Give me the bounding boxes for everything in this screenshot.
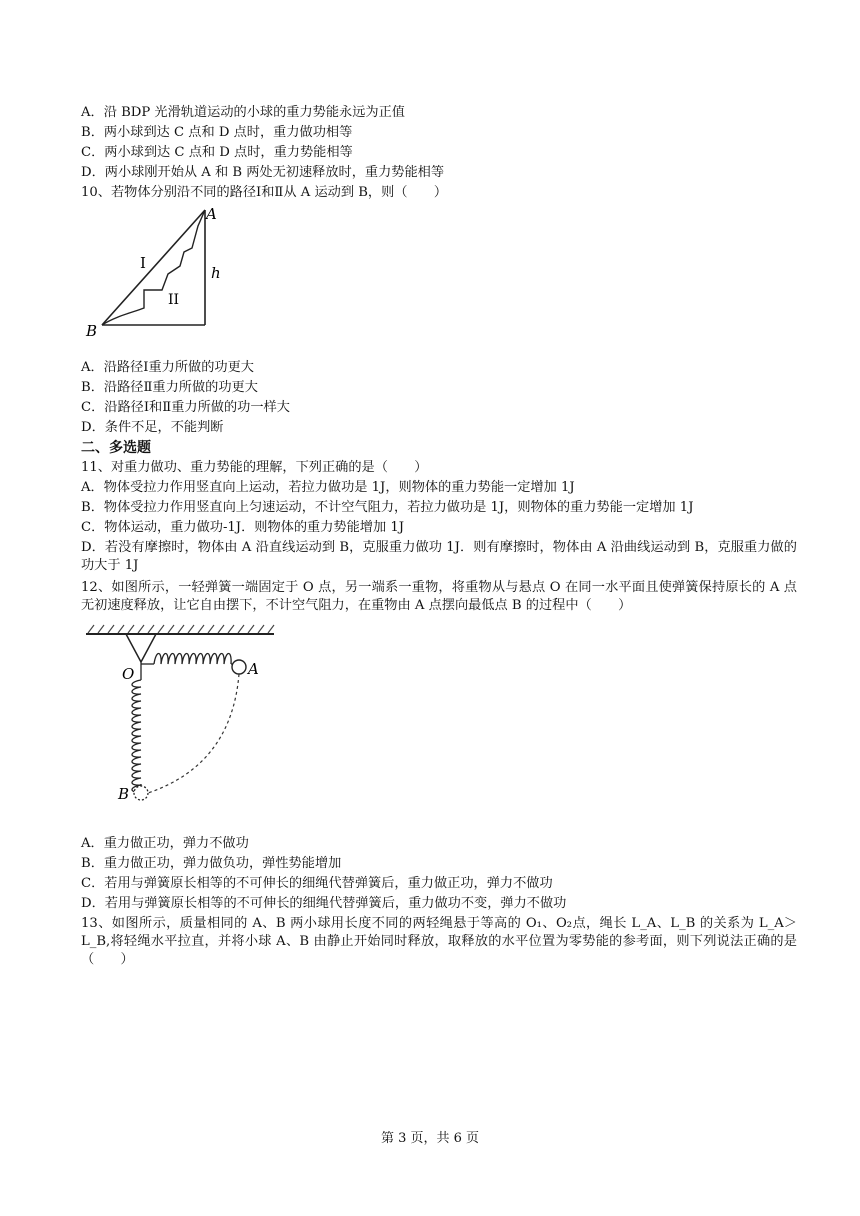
q10-stem: 10、若物体分别沿不同的路径Ⅰ和Ⅱ从 A 运动到 B，则（ ） <box>81 185 448 200</box>
trajectory-arc <box>148 674 239 793</box>
q10-option-c: C．沿路径Ⅰ和Ⅱ重力所做的功一样大 <box>81 400 290 415</box>
q11-option-d: D．若没有摩擦时，物体由 A 沿直线运动到 B，克服重力做功 1J．则有摩擦时，物体由 A 沿曲线运动到 B，克服重力做的功大于 1J <box>81 540 797 573</box>
mass-a <box>232 660 246 674</box>
q12-stem: 12、如图所示，一轻弹簧一端固定于 O 点，另一端系一重物，将重物从与悬点 O 在同一水平面且使弹簧保持原长的 A 点无初速度释放，让它自由摆下，不计空气阻力，在重物由 A 点摆向最低点 B 的过程中（ ） <box>81 580 797 613</box>
label-a: A <box>248 660 259 678</box>
vertical-spring <box>132 680 141 792</box>
label-o: O <box>122 665 135 683</box>
horizontal-spring <box>154 654 231 665</box>
q12-option-d: D．若用与弹簧原长相等的不可伸长的细绳代替弹簧后，重力做功不变，弹力不做功 <box>81 896 567 911</box>
q10-option-a: A．沿路径Ⅰ重力所做的功更大 <box>81 360 254 375</box>
q9-option-d: D．两小球刚开始从 A 和 B 两处无初速释放时，重力势能相等 <box>81 165 445 180</box>
label-a: A <box>206 205 217 223</box>
q11-option-b: B．物体受拉力作用竖直向上匀速运动，不计空气阻力，若拉力做功是 1J，则物体的重力势能一定增加 1J <box>81 500 694 515</box>
path-i-line <box>102 210 205 325</box>
mass-b <box>134 786 148 800</box>
page-footer: 第 3 页，共 6 页 <box>380 1131 480 1146</box>
q10-figure <box>84 200 224 342</box>
q12-option-b: B．重力做正功，弹力做负功，弹性势能增加 <box>81 856 342 871</box>
q12-option-a: A．重力做正功，弹力不做功 <box>81 836 249 851</box>
label-h: h <box>211 264 221 282</box>
label-b: B <box>118 785 130 803</box>
q12-figure <box>84 624 284 808</box>
q13-stem: 13、如图所示，质量相同的 A、B 两小球用长度不同的两轻绳悬于等高的 O₁、O₂点，绳长 L_A、L_B 的关系为 L_A＞L_B,将轻绳水平拉直，并将小球 A、B 由静止开始同时释放，取释放的水平位置为零势能的参考面，则下列说法正确的是（ ） <box>81 916 797 967</box>
ceiling-hatching <box>88 625 274 633</box>
q11-option-c: C．物体运动，重力做功-1J．则物体的重力势能增加 1J <box>81 520 405 535</box>
label-path-i: I <box>140 254 146 272</box>
label-b: B <box>86 322 98 340</box>
q12-option-c: C．若用与弹簧原长相等的不可伸长的细绳代替弹簧后，重力做正功，弹力不做功 <box>81 876 553 891</box>
q10-option-b: B．沿路径Ⅱ重力所做的功更大 <box>81 380 258 395</box>
label-path-ii: II <box>168 292 180 308</box>
q10-option-d: D．条件不足，不能判断 <box>81 420 224 435</box>
section-title: 二、多选题 <box>81 440 151 456</box>
q11-stem: 11、对重力做功、重力势能的理解，下列正确的是（ ） <box>81 460 428 475</box>
q9-option-c: C．两小球到达 C 点和 D 点时，重力势能相等 <box>81 145 353 160</box>
q11-option-a: A．物体受拉力作用竖直向上运动，若拉力做功是 1J，则物体的重力势能一定增加 1J <box>81 480 575 495</box>
pivot-support <box>126 634 156 662</box>
q9-option-a: A．沿 BDP 光滑轨道运动的小球的重力势能永远为正值 <box>81 105 405 120</box>
q9-option-b: B．两小球到达 C 点和 D 点时，重力做功相等 <box>81 125 353 140</box>
